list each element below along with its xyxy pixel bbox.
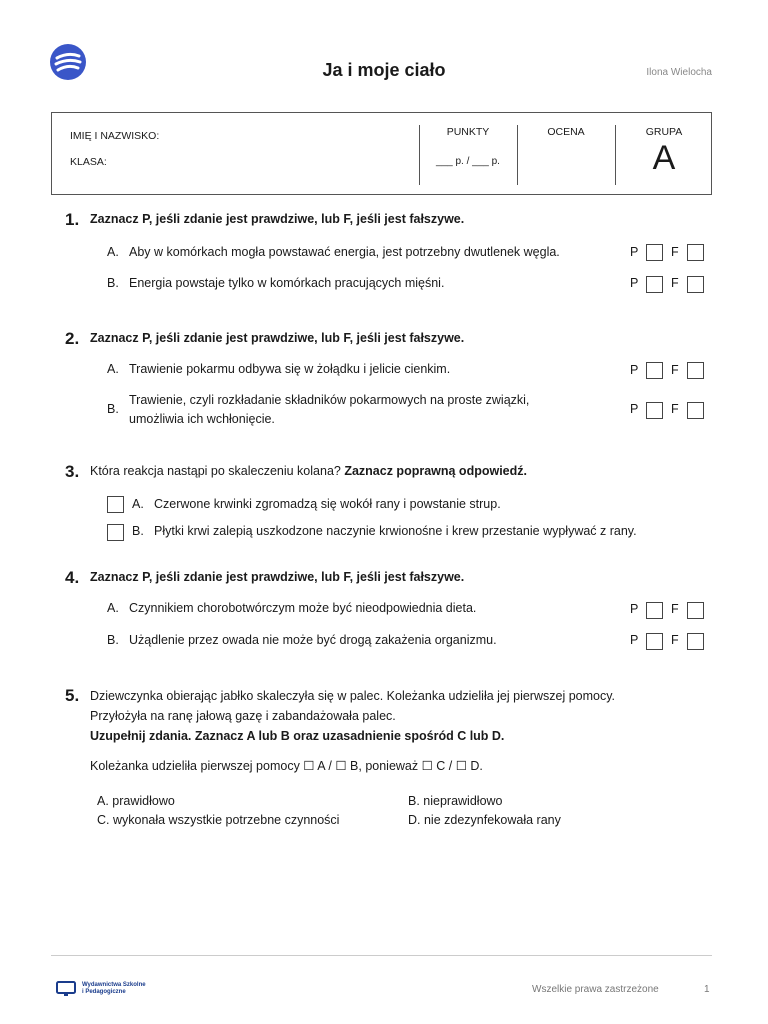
author-name: Ilona Wielocha [646,67,712,78]
option-b: B. nieprawidłowo [408,794,503,808]
student-info-box [51,112,712,195]
item-text: Trawienie pokarmu odbywa się w żołądku i jelicie cienkim. [129,362,451,376]
group-letter: A [652,139,676,177]
points-header: PUNKTY [446,126,490,138]
item-letter: B. [107,633,119,647]
false-label: F [671,245,679,259]
question-prompt: Zaznacz P, jeśli zdanie jest prawdziwe, lub F, jeśli jest fałszywe. [90,212,465,226]
question-number: 4. [65,568,80,587]
false-checkbox[interactable] [687,602,704,619]
true-label: P [630,363,639,377]
prompt-question: Która reakcja nastąpi po skaleczeniu kolana? [90,464,345,478]
item-text: Użądlenie przez owada nie może być drogą zakażenia organizmu. [129,633,497,647]
copyright-notice: Wszelkie prawa zastrzeżone [532,984,659,995]
option-letter: B. [132,524,144,538]
option-checkbox[interactable] [107,496,124,513]
item-text: Aby w komórkach mogła powstawać energia, jest potrzebny dwutlenek węgla. [129,245,560,259]
true-checkbox[interactable] [646,362,663,379]
question-prompt [90,464,527,478]
group-header: GRUPA [645,126,683,138]
true-checkbox[interactable] [646,602,663,619]
false-checkbox[interactable] [687,633,704,650]
option-checkbox[interactable] [107,524,124,541]
question-number: 1. [65,210,80,229]
option-c: C. wykonała wszystkie potrzebne czynności [97,813,340,827]
item-letter: B. [107,276,119,290]
option-letter: A. [132,497,144,511]
question-prompt: Zaznacz P, jeśli zdanie jest prawdziwe, lub F, jeśli jest fałszywe. [90,570,465,584]
option-a: A. prawidłowo [97,794,175,808]
false-label: F [671,363,679,377]
question-prompt: Zaznacz P, jeśli zdanie jest prawdziwe, lub F, jeśli jest fałszywe. [90,331,465,345]
option-text: Czerwone krwinki zgromadzą się wokół rany i powstanie strup. [154,497,501,511]
question-instruction: Uzupełnij zdania. Zaznacz A lub B oraz uzasadnienie spośród C lub D. [90,729,505,743]
item-text-line-1: Trawienie, czyli rozkładanie składników pokarmowych na proste związki, [129,393,530,407]
false-checkbox[interactable] [687,244,704,261]
fill-in-sentence: Koleżanka udzieliła pierwszej pomocy ☐ A / ☐ B, ponieważ ☐ C / ☐ D. [90,759,483,773]
true-label: P [630,633,639,647]
points-value: ___ p. / ___ p. [436,156,500,167]
option-text: Płytki krwi zalepią uszkodzone naczynie krwionośne i krew przestanie wypływać z rany. [154,524,637,538]
question-number: 3. [65,462,80,481]
page-number: 1 [704,984,710,995]
footer-divider [51,955,712,956]
item-letter: A. [107,601,119,615]
item-text: Energia powstaje tylko w komórkach pracujących mięśni. [129,276,445,290]
true-checkbox[interactable] [646,633,663,650]
publisher-name [82,982,162,996]
false-label: F [671,633,679,647]
true-label: P [630,245,639,259]
question-number: 2. [65,329,80,348]
item-letter: B. [107,402,119,416]
true-checkbox[interactable] [646,244,663,261]
publisher-logo-icon [56,981,76,997]
true-label: P [630,276,639,290]
grade-header: OCENA [547,126,585,138]
item-text: Czynnikiem chorobotwórczym może być nieodpowiednia dieta. [129,601,477,615]
false-checkbox[interactable] [687,276,704,293]
false-checkbox[interactable] [687,402,704,419]
false-label: F [671,602,679,616]
true-label: P [630,602,639,616]
item-letter: A. [107,245,119,259]
true-checkbox[interactable] [646,402,663,419]
item-letter: A. [107,362,119,376]
question-number: 5. [65,686,80,705]
page-title: Ja i moje ciało [322,60,446,80]
name-label: IMIĘ I NAZWISKO: [70,130,160,142]
false-checkbox[interactable] [687,362,704,379]
true-checkbox[interactable] [646,276,663,293]
publisher-line-2: i Pedagogiczne [82,989,126,995]
option-d: D. nie zdezynfekowała rany [408,813,561,827]
scenario-line-1: Dziewczynka obierając jabłko skaleczyła się w palec. Koleżanka udzieliła jej pierwszej pomocy. [90,689,616,703]
item-text-line-2: umożliwia ich wchłonięcie. [129,412,275,426]
publisher-line-1: Wydawnictwa Szkolne [82,982,146,988]
prompt-instruction: Zaznacz poprawną odpowiedź. [344,464,527,478]
false-label: F [671,402,679,416]
false-label: F [671,276,679,290]
class-label: KLASA: [70,156,107,168]
true-label: P [630,402,639,416]
scenario-line-2: Przyłożyła na ranę jałową gazę i zabandażowała palec. [90,709,396,723]
